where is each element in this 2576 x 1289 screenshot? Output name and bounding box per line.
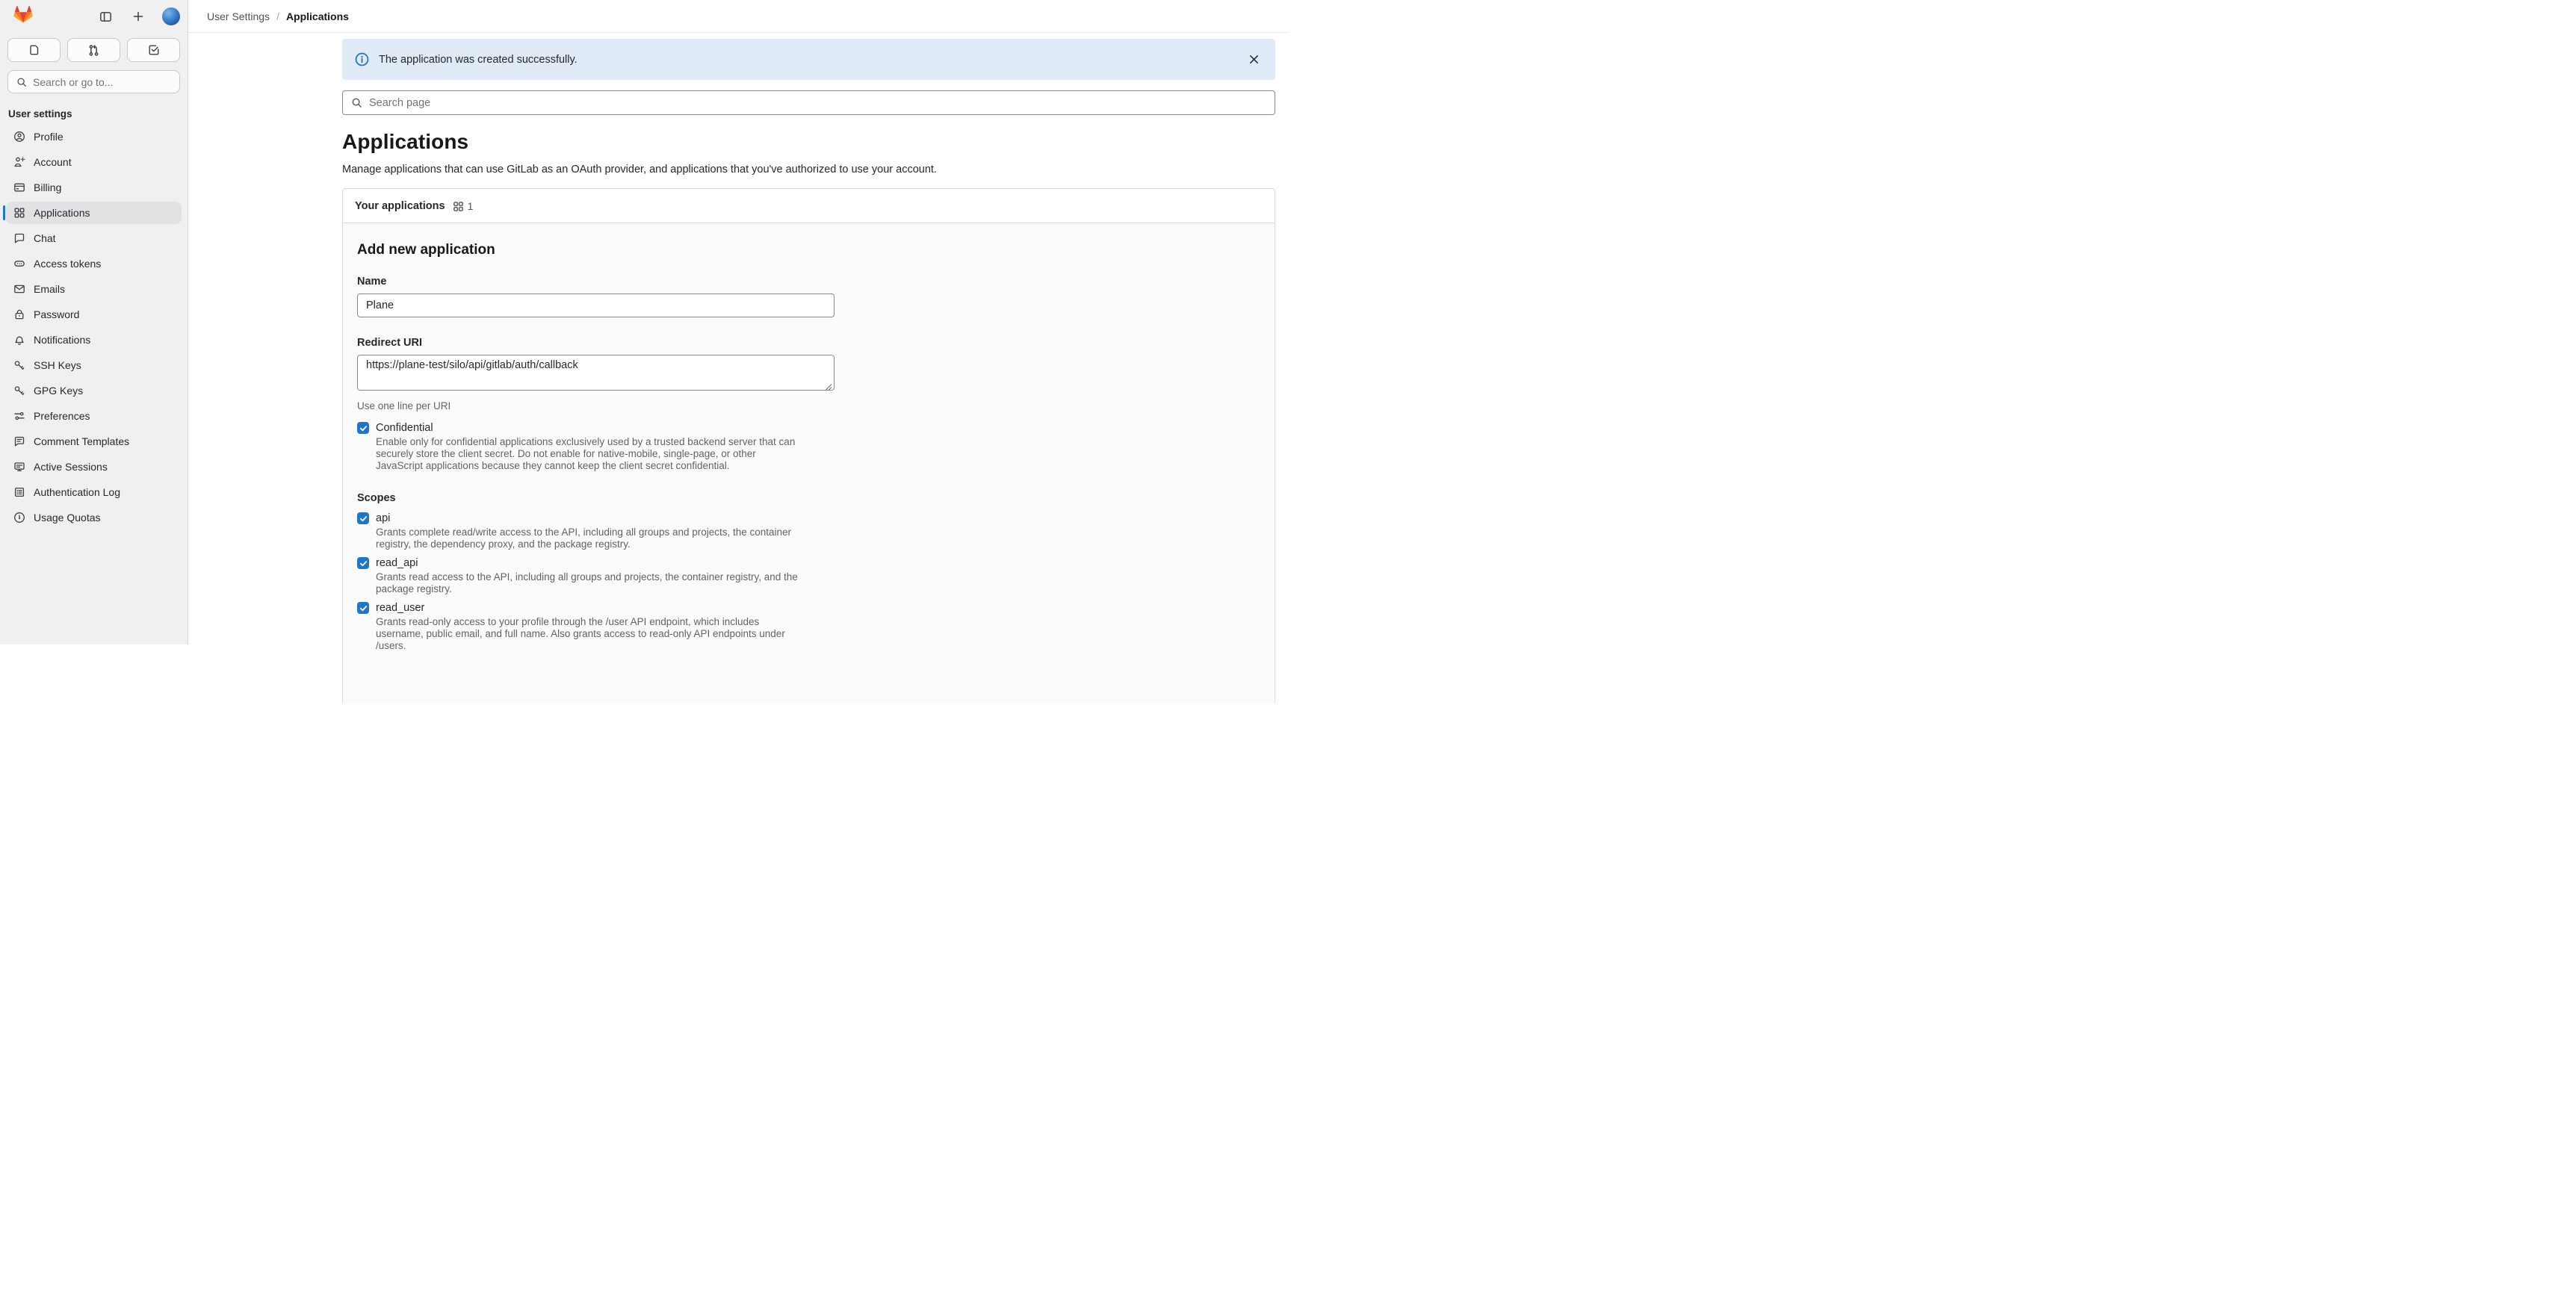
api-help: Grants complete read/write access to the API, including all groups and projects, the container registry, the dependency proxy, and the package registry. xyxy=(376,527,792,550)
add-application-form xyxy=(343,223,1275,703)
applications-count xyxy=(453,200,474,212)
comment-templates-icon xyxy=(13,435,25,447)
applications-card xyxy=(342,188,1275,703)
topbar xyxy=(188,0,1288,33)
page-search-input[interactable] xyxy=(369,97,1266,109)
sidebar-item-access-tokens[interactable] xyxy=(6,252,182,275)
scope-api xyxy=(357,512,1260,550)
sidebar-item-profile[interactable] xyxy=(6,125,182,148)
confidential-group xyxy=(357,422,1260,472)
sidebar-item-label: Profile xyxy=(34,131,64,143)
gpg-key-icon xyxy=(13,385,25,397)
sidebar-item-gpg-keys[interactable] xyxy=(6,379,182,402)
sidebar xyxy=(0,0,188,644)
sidebar-toggle-icon[interactable] xyxy=(96,7,114,25)
access-tokens-icon xyxy=(13,258,25,270)
account-icon xyxy=(13,156,25,168)
read-user-help: Grants read-only access to your profile through the /user API endpoint, which includes username, public email, and full name. Also grants access to read-only API endpoints under /users. xyxy=(376,616,785,651)
applications-count-value: 1 xyxy=(467,200,474,212)
sidebar-item-label: Emails xyxy=(34,283,66,295)
sidebar-nav xyxy=(6,125,182,529)
sidebar-item-label: Access tokens xyxy=(34,258,102,270)
sidebar-item-active-sessions[interactable] xyxy=(6,456,182,478)
breadcrumb xyxy=(207,10,349,22)
redirect-uri-field[interactable] xyxy=(357,355,835,391)
sidebar-item-account[interactable] xyxy=(6,151,182,173)
sidebar-item-usage-quotas[interactable] xyxy=(6,506,182,529)
sidebar-item-notifications[interactable] xyxy=(6,329,182,351)
read-api-help: Grants read access to the API, including all groups and projects, the container registry, and the package registry. xyxy=(376,571,798,594)
alert-close-icon[interactable] xyxy=(1245,51,1263,69)
sidebar-top-row xyxy=(6,7,182,26)
scope-read-api xyxy=(357,557,1260,595)
authentication-log-icon xyxy=(13,486,25,498)
breadcrumb-user-settings[interactable]: User Settings xyxy=(207,10,270,22)
sidebar-item-label: Active Sessions xyxy=(34,461,108,473)
active-sessions-monitor-icon xyxy=(13,461,25,473)
active-indicator xyxy=(3,205,5,220)
sidebar-item-comment-templates[interactable] xyxy=(6,430,182,453)
sidebar-search-placeholder: Search or go to... xyxy=(33,75,114,88)
sidebar-shortcuts xyxy=(7,38,180,62)
scopes-label: Scopes xyxy=(357,492,396,504)
page-description: Manage applications that can use GitLab as an OAuth provider, and applications that you've authorized to use your account. xyxy=(342,164,937,176)
sidebar-item-applications[interactable] xyxy=(6,202,182,224)
create-new-plus-icon[interactable] xyxy=(129,7,147,25)
redirect-uri-help: Use one line per URI xyxy=(357,400,451,411)
sidebar-item-label: Account xyxy=(34,156,72,168)
sidebar-item-label: Notifications xyxy=(34,334,91,346)
alert-message: The application was created successfully. xyxy=(379,53,578,66)
card-header xyxy=(343,189,1275,223)
name-field[interactable] xyxy=(357,293,835,317)
gitlab-app xyxy=(0,0,1288,651)
read-api-checkbox[interactable] xyxy=(357,557,369,569)
content xyxy=(188,33,1275,703)
sidebar-item-chat[interactable] xyxy=(6,227,182,249)
info-icon xyxy=(355,52,369,66)
sidebar-item-label: Preferences xyxy=(34,410,90,422)
profile-icon xyxy=(13,131,25,143)
todo-list-button[interactable] xyxy=(127,38,180,62)
sidebar-search-input[interactable] xyxy=(7,70,180,93)
textarea-resize-handle[interactable] xyxy=(825,383,832,391)
card-title: Your applications xyxy=(355,200,445,212)
sidebar-item-label: Applications xyxy=(34,207,90,219)
confidential-label[interactable]: Confidential xyxy=(376,422,433,434)
sidebar-item-authentication-log[interactable] xyxy=(6,481,182,503)
billing-icon xyxy=(13,181,25,193)
scope-read-user xyxy=(357,602,1260,652)
search-icon xyxy=(16,77,27,87)
usage-quotas-gauge-icon xyxy=(13,512,25,524)
merge-requests-button[interactable] xyxy=(67,38,120,62)
search-icon xyxy=(351,97,362,108)
issues-button[interactable] xyxy=(7,38,61,62)
password-lock-icon xyxy=(13,308,25,320)
form-title: Add new application xyxy=(357,242,495,258)
gitlab-logo[interactable] xyxy=(13,5,33,28)
sidebar-item-label: Password xyxy=(34,308,80,320)
ssh-key-icon xyxy=(13,359,25,371)
preferences-sliders-icon xyxy=(13,410,25,422)
sidebar-item-emails[interactable] xyxy=(6,278,182,300)
sidebar-item-label: Chat xyxy=(34,232,56,244)
sidebar-item-password[interactable] xyxy=(6,303,182,326)
api-checkbox[interactable] xyxy=(357,512,369,524)
api-label[interactable]: api xyxy=(376,512,391,524)
sidebar-item-label: Usage Quotas xyxy=(34,512,101,524)
read-user-checkbox[interactable] xyxy=(357,602,369,614)
applications-grid-icon xyxy=(453,201,464,212)
sidebar-item-billing[interactable] xyxy=(6,176,182,199)
breadcrumb-separator: / xyxy=(276,10,279,22)
emails-icon xyxy=(13,283,25,295)
sidebar-item-ssh-keys[interactable] xyxy=(6,354,182,376)
notifications-bell-icon xyxy=(13,334,25,346)
read-user-label[interactable]: read_user xyxy=(376,602,425,614)
confidential-help: Enable only for confidential applications exclusively used by a trusted backend server that can securely store the client secret. Do not enable for native-mobile, single-page, or other JavaScript applications because they cannot keep the client secret confidential. xyxy=(376,436,796,471)
read-api-label[interactable]: read_api xyxy=(376,557,418,569)
success-alert xyxy=(342,39,1275,80)
sidebar-item-label: Authentication Log xyxy=(34,486,120,498)
redirect-uri-label: Redirect URI xyxy=(357,337,423,349)
main-area xyxy=(188,0,1288,651)
confidential-checkbox[interactable] xyxy=(357,422,369,434)
applications-icon xyxy=(13,207,25,219)
sidebar-item-preferences[interactable] xyxy=(6,405,182,427)
sidebar-item-label: GPG Keys xyxy=(34,385,84,397)
page-title: Applications xyxy=(342,130,469,153)
page-search xyxy=(342,90,1275,115)
sidebar-item-label: Billing xyxy=(34,181,62,193)
chat-icon xyxy=(13,232,25,244)
breadcrumb-applications: Applications xyxy=(285,10,349,22)
sidebar-item-label: Comment Templates xyxy=(34,435,130,447)
name-label: Name xyxy=(357,276,387,288)
sidebar-item-label: SSH Keys xyxy=(34,359,81,371)
sidebar-section-title: User settings xyxy=(8,108,72,119)
user-avatar[interactable] xyxy=(162,7,180,25)
